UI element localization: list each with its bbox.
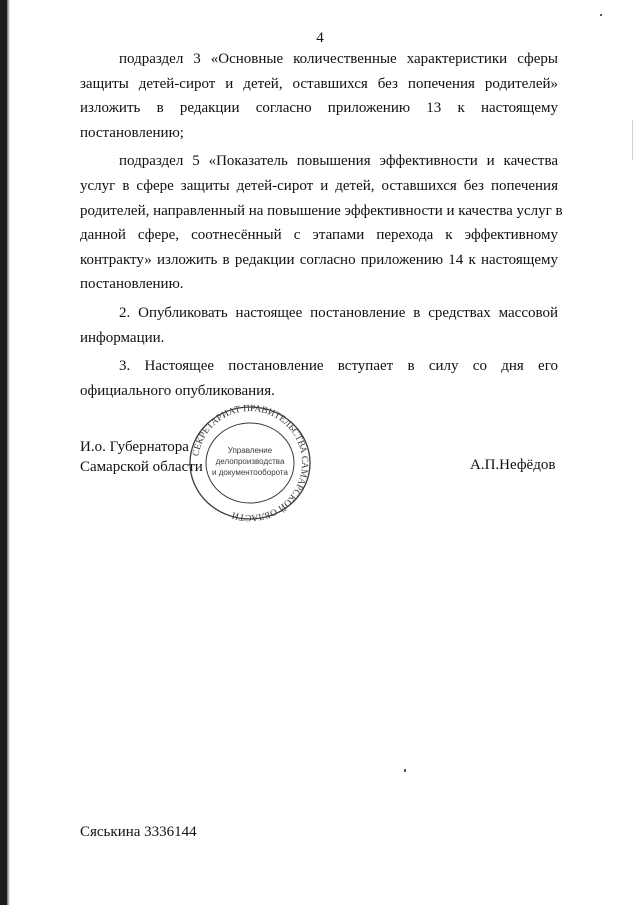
text-line: услуг в сфере защиты детей-сирот и детей, оставшихся без попечения xyxy=(80,177,558,194)
text-line: подраздел 5 «Показатель повышения эффективности и качества xyxy=(119,153,558,170)
scan-speck xyxy=(632,120,633,160)
scan-edge xyxy=(0,0,7,905)
text-line: подраздел 3 «Основные количественные характеристики сферы xyxy=(119,51,558,67)
scan-edge-shadow xyxy=(7,0,10,905)
text-line: постановлению. xyxy=(80,276,184,293)
scan-speck xyxy=(404,769,406,772)
text-line: 3. Настоящее постановление вступает в силу со дня его xyxy=(119,358,558,375)
text-line: контракту» изложить в редакции согласно приложению 14 к настоящему xyxy=(80,251,558,268)
signatory-name: А.П.Нефёдов xyxy=(470,457,556,473)
signatory-position-line: И.о. Губернатора xyxy=(80,439,189,455)
text-line: защиты детей-сирот и детей, оставшихся без попечения родителей» xyxy=(80,75,558,92)
text-line: родителей, направленный на повышение эффективности и качества услуг в xyxy=(80,202,563,219)
scan-speck xyxy=(600,14,602,16)
text-line: постановлению; xyxy=(80,124,184,141)
text-line: информации. xyxy=(80,329,165,346)
executor-contact: Сяськина 3336144 xyxy=(80,824,197,840)
stamp-inner-line: и документооборота xyxy=(212,468,288,477)
document-body xyxy=(80,47,563,407)
stamp-inner-line: Управление xyxy=(227,446,273,455)
text-line: официального опубликования. xyxy=(80,382,275,399)
text-line: данной сфере, соотнесённый с этапами перехода к эффективному xyxy=(80,227,558,244)
signatory-position xyxy=(80,437,203,477)
signatory-position-line: Самарской области xyxy=(80,459,203,475)
stamp-ring-label: СЕКРЕТАРИАТ ПРАВИТЕЛЬСТВА САМАРСКОЙ ОБЛАСТИ xyxy=(191,403,310,523)
paragraph-item-2 xyxy=(80,301,558,350)
stamp-inner-line: делопроизводства xyxy=(215,457,285,466)
paragraph-subsection-3 xyxy=(80,47,558,145)
text-line: 2. Опубликовать настоящее постановление в средствах массовой xyxy=(119,304,558,321)
paragraph-subsection-5 xyxy=(80,149,563,297)
paragraph-item-3 xyxy=(80,354,558,403)
page-number: 4 xyxy=(316,30,324,46)
text-line: изложить в редакции согласно приложению 13 к настоящему xyxy=(80,100,558,117)
official-stamp xyxy=(186,403,314,523)
